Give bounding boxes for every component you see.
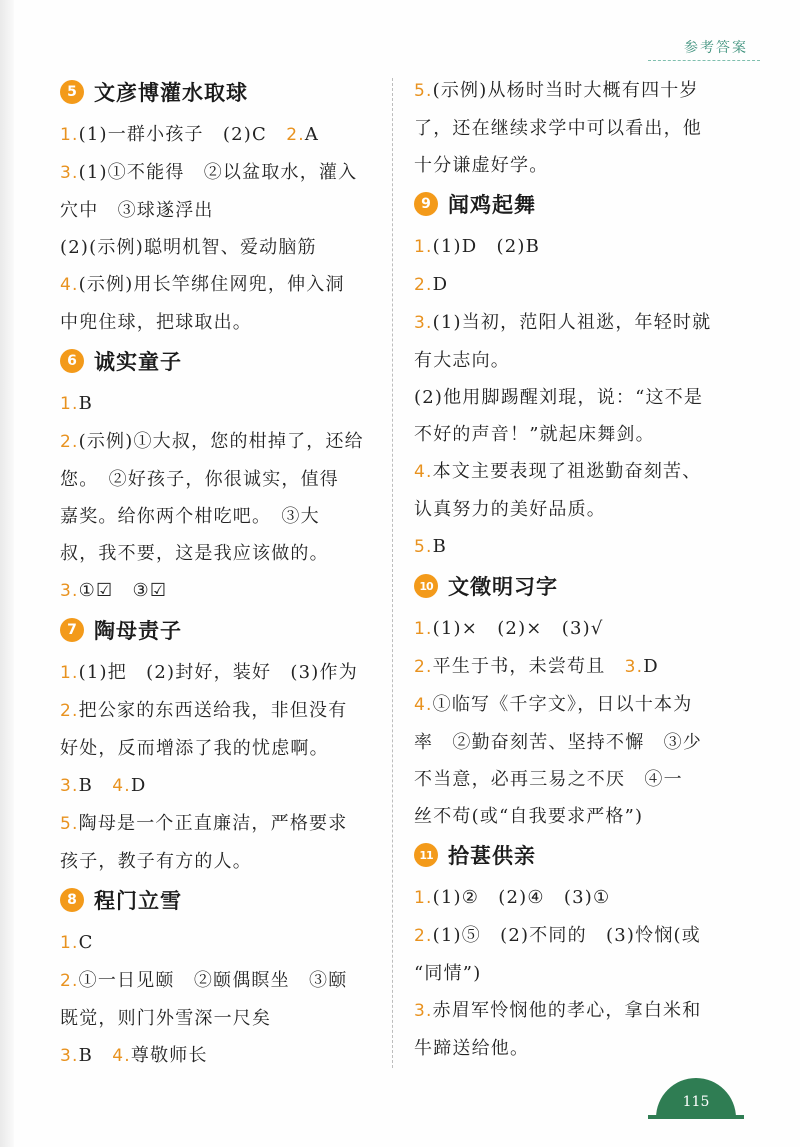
- answer-line: [414, 528, 734, 566]
- answer-line: [60, 498, 378, 535]
- answer-text: A: [304, 124, 320, 145]
- answer-line: [60, 692, 378, 730]
- answer-text: 认真努力的美好品质。: [414, 499, 606, 520]
- section-title: 陶母责子: [94, 619, 182, 643]
- section-number-badge: 6: [60, 349, 84, 373]
- section-title: 闻鸡起舞: [448, 193, 536, 217]
- question-number: 5.: [414, 81, 433, 101]
- page-edge-shadow: [0, 0, 14, 1147]
- answer-text: (2)(示例)聪明机智、爱动脑筋: [60, 237, 317, 258]
- question-number: 3.: [414, 1001, 433, 1021]
- answer-line: [414, 686, 734, 724]
- answer-text: 平生于书，未尝苟且: [432, 656, 625, 677]
- answer-text: 不好的声音！”就起床舞剑。: [414, 424, 655, 445]
- answer-line: [60, 461, 378, 498]
- answer-line: [414, 491, 734, 528]
- answer-line: [414, 724, 734, 761]
- question-number: 2.: [60, 701, 79, 721]
- answer-line: [414, 1030, 734, 1067]
- question-number: 2.: [60, 432, 79, 452]
- answer-line: [414, 379, 734, 416]
- answer-line: [414, 917, 734, 955]
- answer-line: [414, 147, 734, 184]
- answer-line: [414, 798, 734, 835]
- answer-line: [60, 924, 378, 962]
- answer-text: D: [130, 775, 147, 796]
- header-rule: [648, 60, 760, 61]
- answer-text: 了，还在继续求学中可以看出，他: [414, 118, 702, 139]
- answer-text: B: [432, 536, 448, 557]
- question-number: 2.: [286, 125, 305, 145]
- section-heading: [60, 612, 378, 648]
- page-number-base: [648, 1115, 744, 1119]
- section-number-badge: 9: [414, 192, 438, 216]
- answer-line: [414, 879, 734, 917]
- question-number: 1.: [60, 394, 79, 414]
- answer-line: [60, 229, 378, 266]
- answer-text: (1)一群小孩子 (2)C: [78, 124, 287, 145]
- answer-text: 赤眉军怜悯他的孝心，拿白米和: [432, 1000, 702, 1021]
- right-column: [414, 72, 734, 1067]
- answer-line: [60, 572, 378, 610]
- answer-text: 尊敬师长: [130, 1045, 208, 1066]
- answer-text: (1)D (2)B: [432, 236, 541, 257]
- left-column: [60, 72, 378, 1075]
- answer-text: 把公家的东西送给我，非但没有: [78, 700, 348, 721]
- answer-text: 好处，反而增添了我的忧虑啊。: [60, 738, 329, 759]
- answer-text: 牛蹄送给他。: [414, 1038, 530, 1059]
- question-number: 1.: [60, 933, 79, 953]
- answer-line: [60, 767, 378, 805]
- section-title: 程门立雪: [94, 889, 182, 913]
- answer-text: (示例)用长竿绑住网兜，伸入洞: [78, 274, 345, 295]
- answer-text: 陶母是一个正直廉洁，严格要求: [78, 813, 348, 834]
- question-number: 1.: [60, 125, 79, 145]
- answer-line: [414, 110, 734, 147]
- section-number-badge: 5: [60, 80, 84, 104]
- page-number-badge: [656, 1078, 736, 1118]
- answer-line: [414, 266, 734, 304]
- answer-section: [414, 568, 734, 835]
- answer-text: D: [432, 274, 449, 295]
- answer-text: D: [643, 656, 659, 677]
- question-number: 3.: [60, 163, 79, 183]
- answer-line: [60, 116, 378, 154]
- answer-line: [414, 992, 734, 1030]
- answer-line: [60, 962, 378, 1000]
- answer-line: [414, 453, 734, 491]
- answer-text: ①☑ ③☑: [78, 580, 168, 601]
- answer-line: [60, 730, 378, 767]
- answer-line: [414, 416, 734, 453]
- section-number-badge: 10: [414, 574, 438, 598]
- answer-line: [60, 266, 378, 304]
- section-heading: [414, 837, 734, 873]
- answer-line: [60, 385, 378, 423]
- answer-text: 十分谦虚好学。: [414, 155, 549, 176]
- answer-text: B: [78, 1045, 113, 1066]
- section-heading: [60, 343, 378, 379]
- answer-section: [414, 72, 734, 184]
- page-number: 115: [682, 1094, 710, 1110]
- question-number: 4.: [60, 275, 79, 295]
- answer-line: [60, 805, 378, 843]
- answer-text: 不当意，必再三易之不厌 ④一: [414, 769, 683, 790]
- answer-text: 叔，我不要，这是我应该做的。: [60, 543, 329, 564]
- answer-text: (1)⑤ (2)不同的 (3)怜悯(或: [432, 925, 701, 946]
- answer-text: (2)他用脚踢醒刘琨，说：“这不是: [414, 387, 704, 408]
- column-divider: [392, 78, 393, 1068]
- section-title: 文徵明习字: [448, 575, 558, 599]
- header-label: 参考答案: [684, 40, 748, 56]
- answer-line: [414, 72, 734, 110]
- question-number: 2.: [60, 971, 79, 991]
- answer-section: [60, 882, 378, 1075]
- question-number: 5.: [60, 814, 79, 834]
- answer-line: [60, 535, 378, 572]
- answer-section: [60, 74, 378, 341]
- answer-text: (1)①不能得 ②以盆取水，灌入: [78, 162, 358, 183]
- answer-text: (示例)从杨时当时大概有四十岁: [432, 80, 699, 101]
- answer-line: [60, 192, 378, 229]
- answer-text: (示例)①大叔，您的柑掉了，还给: [78, 431, 364, 452]
- answer-line: [60, 1000, 378, 1037]
- question-number: 1.: [414, 619, 433, 639]
- answer-section: [414, 837, 734, 1067]
- question-number: 4.: [414, 462, 433, 482]
- question-number: 4.: [112, 1046, 131, 1066]
- answer-text: 中兜住球，把球取出。: [60, 312, 252, 333]
- answer-line: [414, 304, 734, 342]
- answer-text: B: [78, 393, 94, 414]
- answer-text: (1)② (2)④ (3)①: [432, 887, 611, 908]
- section-title: 诚实童子: [94, 350, 182, 374]
- answer-text: 丝不苟(或“自我要求严格”): [414, 806, 644, 827]
- answer-text: (1)× (2)× (3)√: [432, 618, 604, 639]
- answer-section: [60, 343, 378, 610]
- section-number-badge: 8: [60, 888, 84, 912]
- section-heading: [60, 74, 378, 110]
- section-number-badge: 11: [414, 843, 438, 867]
- answer-line: [60, 1037, 378, 1075]
- section-heading: [60, 882, 378, 918]
- answer-text: (1)当初，范阳人祖逖，年轻时就: [432, 312, 712, 333]
- answer-text: ①临写《千字文》，日以十本为: [432, 694, 693, 715]
- section-heading: [414, 186, 734, 222]
- question-number: 2.: [414, 657, 433, 677]
- question-number: 1.: [414, 237, 433, 257]
- question-number: 1.: [414, 888, 433, 908]
- question-number: 3.: [60, 776, 79, 796]
- question-number: 3.: [624, 657, 644, 677]
- question-number: 3.: [414, 313, 433, 333]
- question-number: 4.: [112, 776, 131, 796]
- answer-line: [60, 843, 378, 880]
- question-number: 3.: [60, 1046, 79, 1066]
- answer-line: [414, 648, 734, 686]
- answer-text: 有大志向。: [414, 350, 510, 371]
- answer-text: 您。 ②好孩子，你很诚实，值得: [60, 469, 339, 490]
- section-title: 文彦博灌水取球: [94, 81, 248, 105]
- question-number: 1.: [60, 663, 79, 683]
- question-number: 2.: [414, 926, 433, 946]
- section-number-badge: 7: [60, 618, 84, 642]
- answer-line: [60, 304, 378, 341]
- answer-line: [60, 423, 378, 461]
- answer-line: [414, 342, 734, 379]
- answer-section: [414, 186, 734, 566]
- answer-text: 穴中 ③球遂浮出: [60, 200, 214, 221]
- answer-text: 嘉奖。给你两个柑吃吧。 ③大: [60, 506, 320, 527]
- answer-line: [60, 654, 378, 692]
- answer-text: C: [78, 932, 94, 953]
- question-number: 5.: [414, 537, 433, 557]
- answer-text: 既觉，则门外雪深一尺矣: [60, 1008, 272, 1029]
- section-heading: [414, 568, 734, 604]
- answer-section: [60, 612, 378, 880]
- section-title: 拾葚供亲: [448, 844, 536, 868]
- answer-text: 孩子，教子有方的人。: [60, 851, 252, 872]
- answer-text: B: [78, 775, 113, 796]
- answer-text: (1)把 (2)封好，装好 (3)作为: [78, 662, 358, 683]
- question-number: 3.: [60, 581, 79, 601]
- answer-line: [414, 228, 734, 266]
- answer-text: ①一日见颐 ②颐偶瞑坐 ③颐: [78, 970, 348, 991]
- answer-line: [414, 610, 734, 648]
- answer-line: [60, 154, 378, 192]
- answer-text: 本文主要表现了祖逖勤奋刻苦、: [432, 461, 702, 482]
- answer-line: [414, 955, 734, 992]
- question-number: 4.: [414, 695, 433, 715]
- answer-text: 率 ②勤奋刻苦、坚持不懈 ③少: [414, 732, 702, 753]
- answer-text: “同情”): [414, 963, 482, 984]
- question-number: 2.: [414, 275, 433, 295]
- answer-line: [414, 761, 734, 798]
